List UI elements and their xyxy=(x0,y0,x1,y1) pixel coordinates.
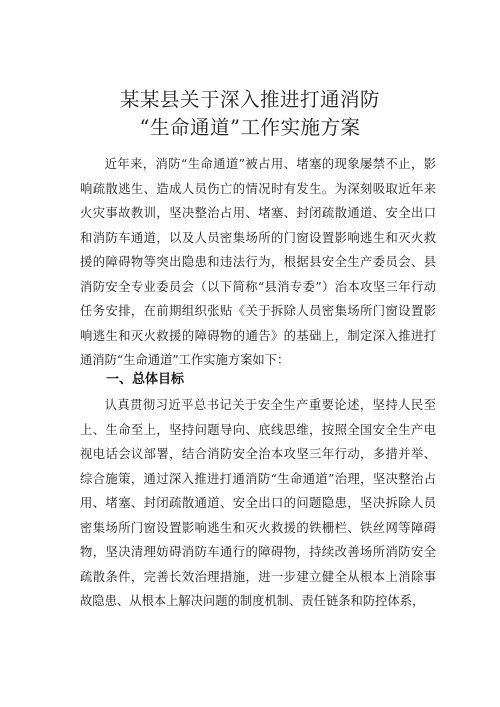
intro-paragraph: 近年来，消防“生命通道”被占用、堵塞的现象屡禁不止，影响疏散逃生、造成人员伤亡的情况时有发生。为深刻吸取近年来火灾事故教训，坚决整治占用、堵塞、封闭疏散通道、安全出口和消防车通道，以及人员密集场所的门窗设置影响逃生和灭火救援的障碍物等突出隐患和违法行为，根据县安全生产委员会、县消防安全专业委员会（以下简称“县消专委”）治本攻坚三年行动任务安排，在前期组织张贴《关于拆除人员密集场所门窗设置影响逃生和灭火救援的障碍物的通告》的基础上，制定深入推进打通消防“生命通道”工作实施方案如下： xyxy=(80,157,436,367)
goal-paragraph-block xyxy=(80,393,436,614)
section-heading-overall-goal: 一、总体目标 xyxy=(106,372,185,387)
title-line-1: 某某县关于深入推进打通消防 xyxy=(119,88,380,111)
intro-paragraph-block xyxy=(80,152,436,373)
title-line-2: “生命通道”工作实施方案 xyxy=(139,116,361,139)
document-title xyxy=(0,86,500,142)
goal-paragraph: 认真贯彻习近平总书记关于安全生产重要论述，坚持人民至上、生命至上，坚持问题导向、底线思维，按照全国安全生产电视电话会议部署，结合消防安全治本攻坚三年行动，多措并举、综合施策，通过深入推进打通消防“生命通道”治理，坚决整治占用、堵塞、封闭疏散通道、安全出口的问题隐患，坚决拆除人员密集场所门窗设置影响逃生和灭火救援的铁栅栏、铁丝网等障碍物，坚决清理妨碍消防车通行的障碍物，持续改善场所消防安全疏散条件，完善长效治理措施，进一步建立健全从根本上消除事故隐患、从根本上解决问题的制度机制、责任链条和防控体系， xyxy=(80,398,436,608)
